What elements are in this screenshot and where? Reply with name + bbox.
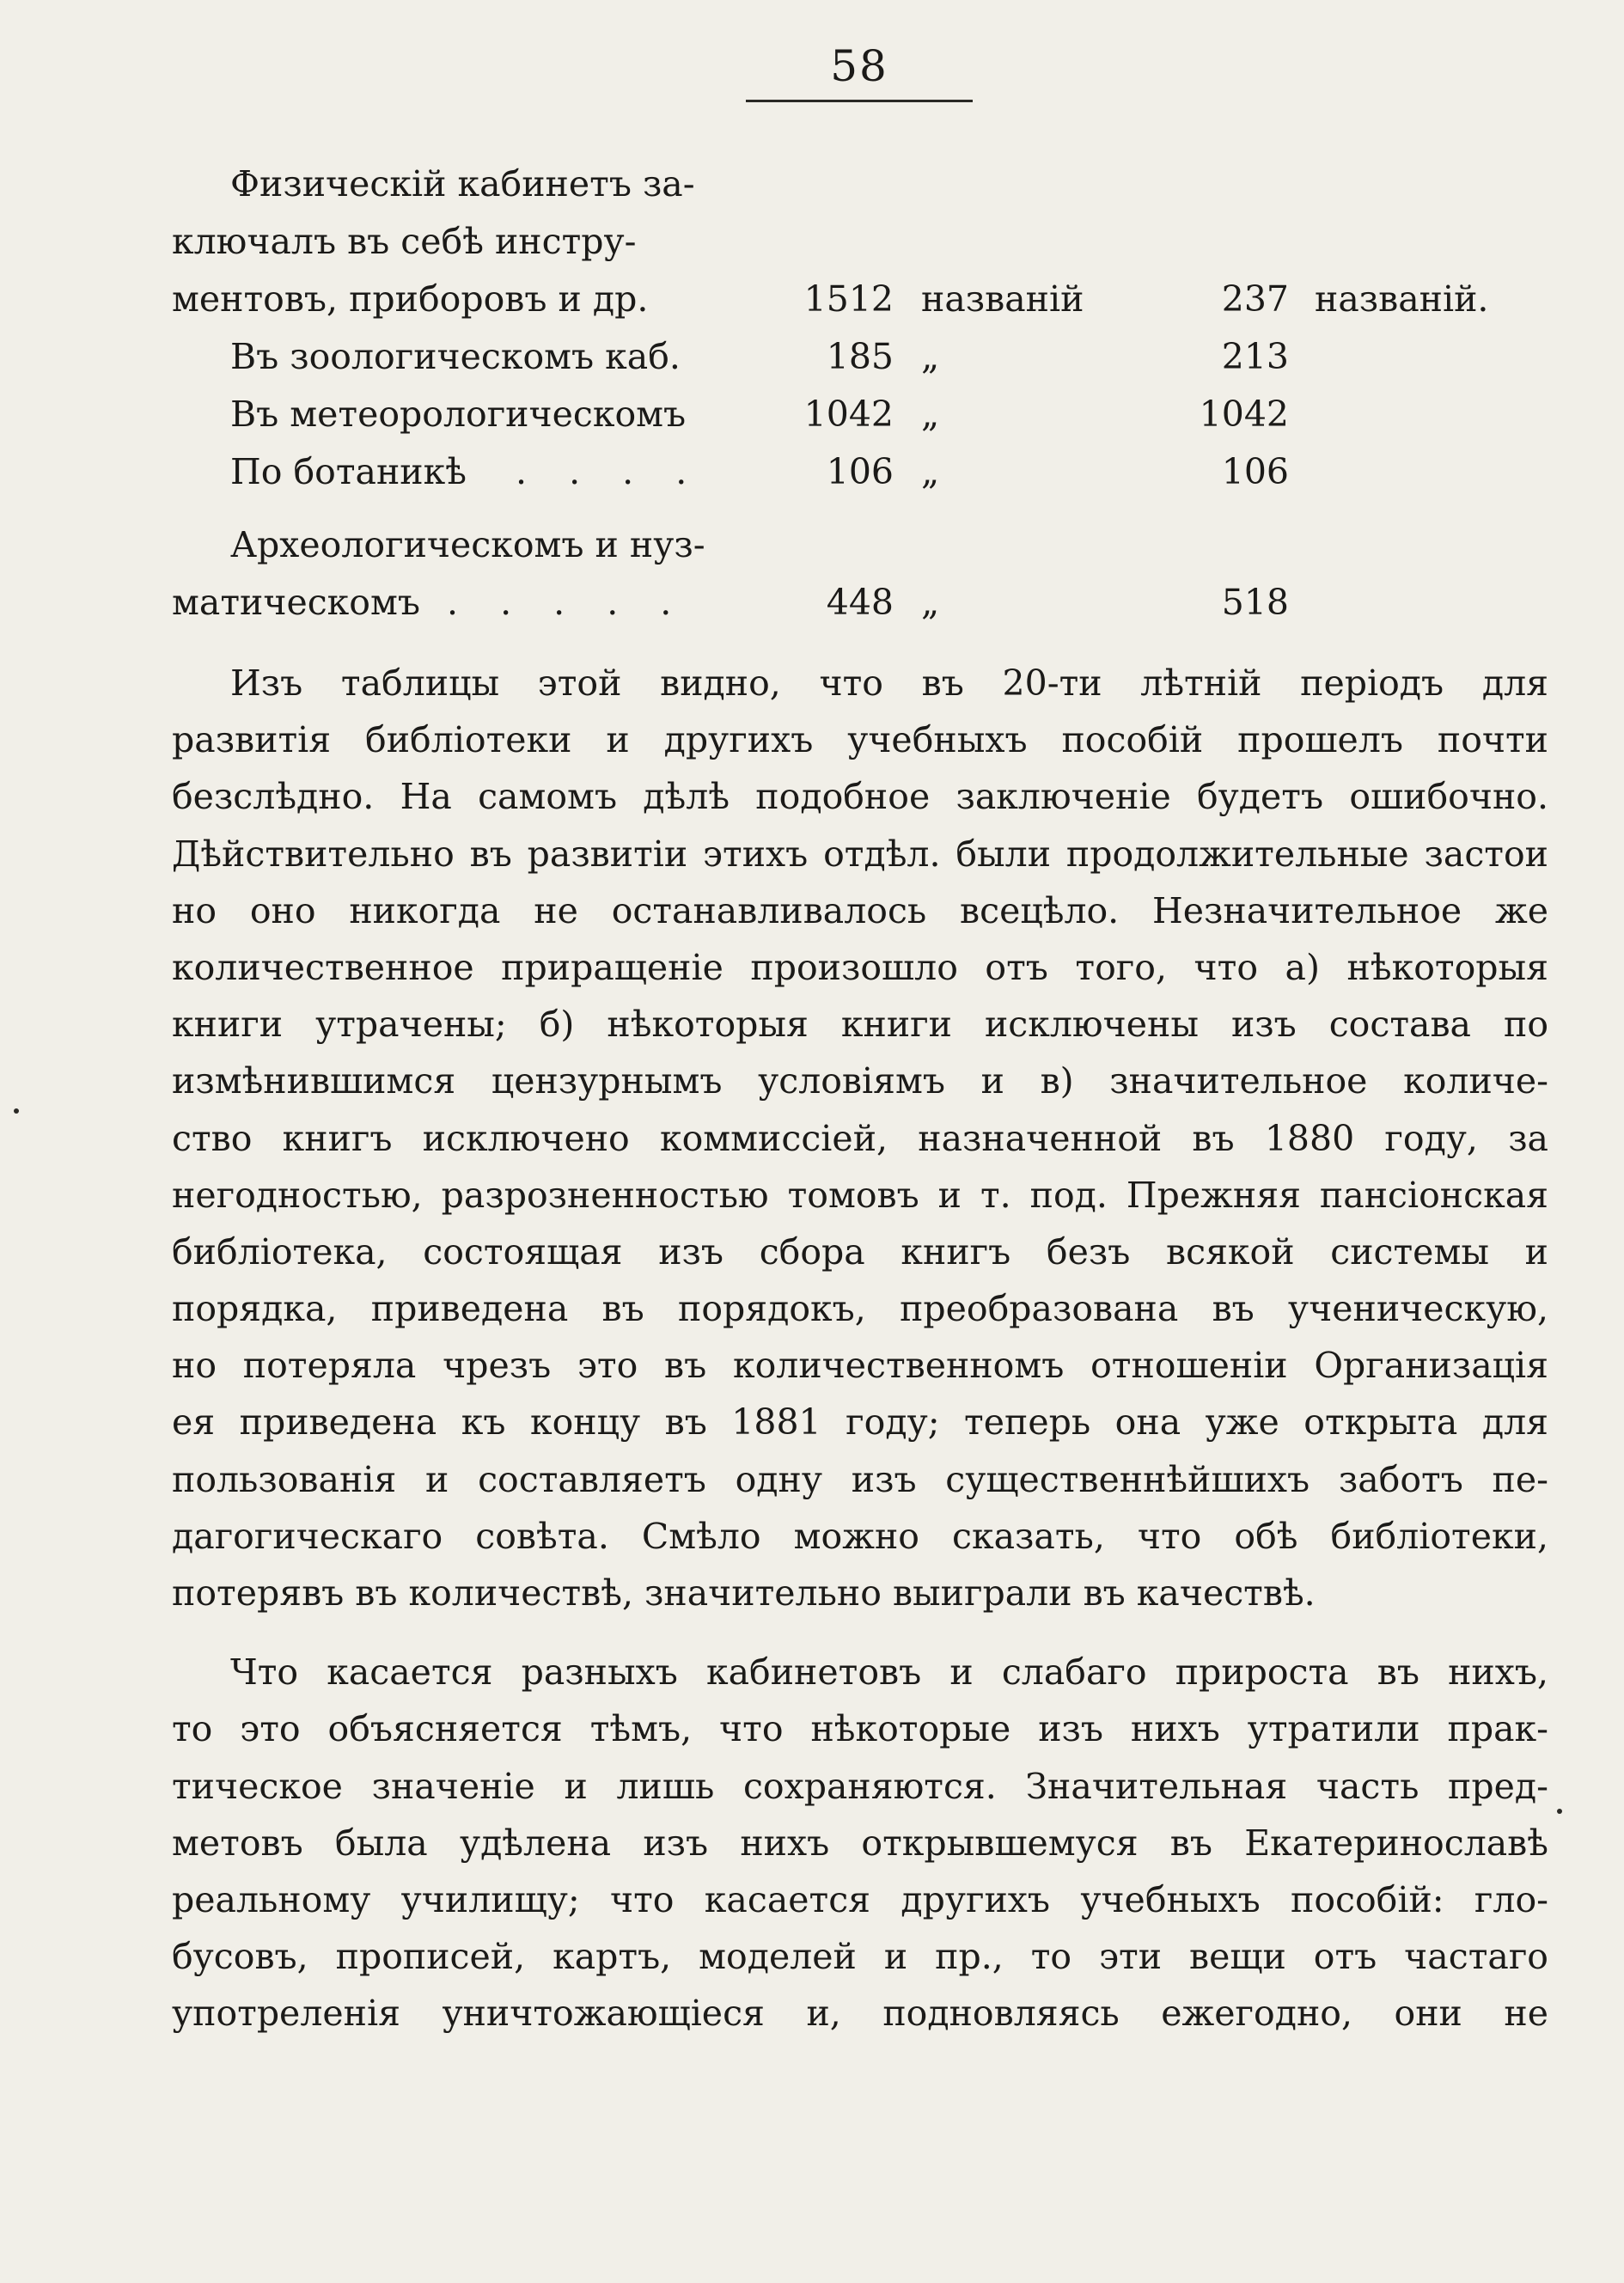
row-label: Въ зоологическомъ каб. — [230, 336, 681, 377]
text-line: Изъ таблицы этой видно, что въ 20-ти лѣтній періодъ для — [230, 662, 1548, 704]
text-line: реальному училищу; что касается другихъ учебныхъ пособій: гло- — [172, 1878, 1548, 1920]
text-line: но оно никогда не останавливалось всецѣло. Незначительное же — [172, 889, 1548, 931]
table-row — [0, 394, 1624, 450]
dot-leader: . . . . . — [447, 582, 687, 623]
text-line: тическое значеніе и лишь сохраняются. Значительная часть пред- — [172, 1765, 1548, 1807]
table-row — [0, 582, 1624, 638]
dot-leader: . . . . — [516, 451, 703, 492]
count-1881: 237 — [1221, 278, 1289, 320]
row-label: ментовъ, приборовъ и др. — [172, 278, 649, 320]
row-label: Физическій кабинетъ за- — [230, 163, 695, 204]
ink-speck — [14, 1108, 19, 1114]
table-row — [0, 451, 1624, 508]
count-1861: 1042 — [803, 394, 894, 435]
count-1861: 106 — [826, 451, 894, 492]
text-line: ея приведена къ концу въ 1881 году; теперь она уже открыта для — [172, 1401, 1548, 1444]
text-line: Что касается разныхъ кабинетовъ и слабаго прироста въ нихъ, — [230, 1651, 1548, 1694]
count-1861: 185 — [826, 336, 894, 377]
text-line: книги утрачены; б) нѣкоторыя книги исключены изъ состава по — [172, 1004, 1548, 1046]
text-line: пользованія и составляетъ одну изъ существеннѣйшихъ заботъ пе- — [172, 1458, 1548, 1500]
row-label: По ботаникѣ — [230, 451, 467, 492]
table-row — [0, 336, 1624, 393]
row-label: Въ метеорологическомъ — [230, 394, 687, 435]
page-number: 58 — [830, 41, 888, 91]
paragraph-gap — [172, 1621, 1548, 1644]
text-line: количественное приращеніе произошло отъ того, что а) нѣкоторыя — [172, 946, 1548, 988]
text-line: потерявъ въ количествѣ, значительно выиграли въ качествѣ. — [172, 1572, 1316, 1614]
text-line: бусовъ, прописей, картъ, моделей и пр., то эти вещи отъ частаго — [172, 1936, 1548, 1978]
row-label: Археологическомъ и нуз- — [230, 524, 705, 565]
text-line: Дѣйствительно въ развитіи этихъ отдѣл. были продолжительные застои — [172, 833, 1548, 875]
text-line: развитія библіотеки и другихъ учебныхъ пособій прошелъ почти — [172, 719, 1548, 761]
ditto-mark: „ — [921, 336, 940, 377]
count-1881: 213 — [1221, 336, 1289, 377]
ditto-mark: „ — [921, 394, 940, 435]
ditto-mark: „ — [921, 451, 940, 492]
row-label: матическомъ — [172, 582, 420, 623]
count-1861: 1512 — [803, 278, 894, 320]
count-1881: 1042 — [1199, 394, 1289, 435]
paragraph-libraries — [172, 655, 1548, 1621]
header-rule — [746, 100, 973, 102]
text-line: измѣнившимся цензурнымъ условіямъ и в) значительное количе- — [172, 1060, 1548, 1102]
text-line: безслѣдно. На самомъ дѣлѣ подобное заключеніе будетъ ошибочно. — [172, 776, 1548, 818]
count-1881: 106 — [1221, 451, 1289, 492]
ditto-mark: „ — [921, 582, 940, 623]
text-line: порядка, приведена въ порядокъ, преобразована въ ученическую, — [172, 1288, 1548, 1330]
unit-label: названій — [921, 278, 1084, 320]
text-line: употреленія уничтожающіеся и, подновляясь ежегодно, они не — [172, 1993, 1548, 2035]
table-row — [0, 278, 1624, 335]
text-line: то это объясняется тѣмъ, что нѣкоторые изъ нихъ утратили прак- — [172, 1708, 1548, 1750]
row-label: ключалъ въ себѣ инстру- — [172, 221, 637, 262]
text-line: метовъ была удѣлена изъ нихъ открывшемуся въ Екатеринославѣ — [172, 1822, 1548, 1864]
text-line: дагогическаго совѣта. Смѣло можно сказать, что обѣ библіотеки, — [172, 1515, 1548, 1557]
count-1861: 448 — [826, 582, 894, 623]
ink-speck — [1557, 1809, 1562, 1814]
table-row — [0, 524, 1624, 581]
body-text — [172, 655, 1548, 2042]
paragraph-cabinets — [172, 1644, 1548, 2042]
text-line: ство книгъ исключено коммиссіей, назначенной въ 1880 году, за — [172, 1117, 1548, 1159]
table-row — [0, 163, 1624, 220]
text-line: негодностью, разрозненностью томовъ и т. под. Прежняя пансіонская — [172, 1174, 1548, 1216]
text-line: но потеряла чрезъ это въ количественномъ отношеніи Организація — [172, 1345, 1548, 1387]
unit-label: названій. — [1315, 278, 1489, 320]
table-row — [0, 221, 1624, 278]
text-line: библіотека, состоящая изъ сбора книгъ безъ всякой системы и — [172, 1230, 1548, 1273]
count-1881: 518 — [1221, 582, 1289, 623]
